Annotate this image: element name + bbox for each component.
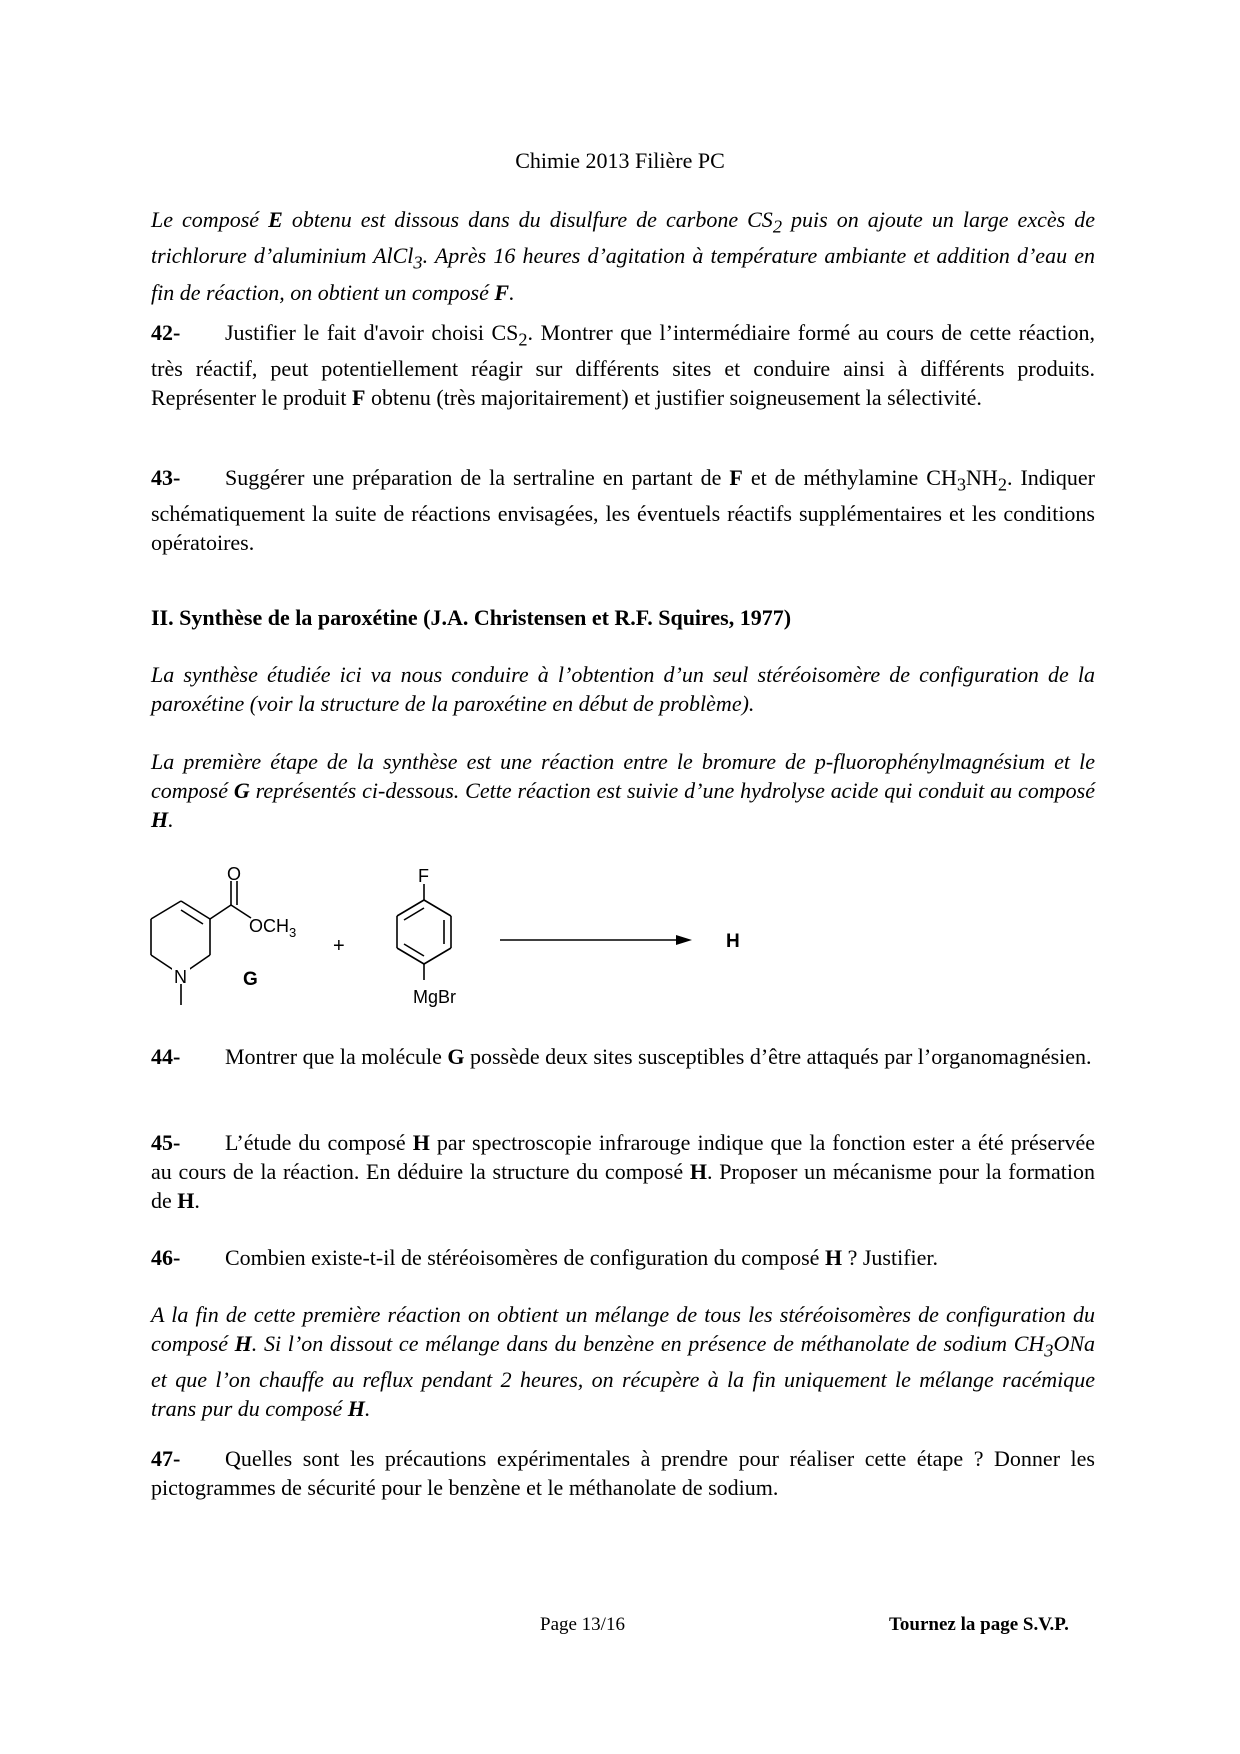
turn-page-note: Tournez la page S.V.P. [889,1614,1069,1635]
molecule-g [151,881,251,1005]
atom-label-n: N [174,967,187,987]
synthese-paragraph: La synthèse étudiée ici va nous conduire à l’obtention d’un seul stéréoisomère de configuration de la paroxétine (voir la structure de la paroxétine en début de problème). [151,662,1095,716]
intro-paragraph: Le composé E obtenu est dissous dans du disulfure de carbone $CS_2$ puis on ajoute un large excès de trichlorure d’aluminium AlCl$_3$. Après 16 heures d’agitation à température ambiante et addition d’eau en fin de réaction, on obtient un composé F. [151,207,1095,305]
compound-label-g: G [243,969,258,990]
page-header: Chimie 2013 Filière PC [515,148,725,173]
question-number: 46- [151,1245,181,1270]
page-number: Page 13/16 [540,1614,625,1635]
atom-label-o: O [227,864,242,884]
plus-sign: + [333,935,345,957]
molecule-grignard [397,884,451,980]
atom-label-och3: $OCH_3$ [249,916,297,940]
question-42: 42- Justifier le fait d'avoir choisi $CS_2$. Montrer que l’intermédiaire formé au cours de cette réaction, très réactif, peut potentiellement réagir sur différents sites et conduire ainsi à différents produits. Représenter le produit F obtenu (très majoritairement) et justifier soigneusement la sélectivité. [151,320,1095,411]
question-47: 47- Quelles sont les précautions expérimentales à prendre pour réaliser cette étape ? Donner les pictogrammes de sécurité pour le benzène et le méthanolate de sodium. [151,1446,1095,1500]
etape-paragraph: La première étape de la synthèse est une réaction entre le bromure de p-fluorophénylmagnésium et le composé G représentés ci-dessous. Cette réaction est suivie d’une hydrolyse acide qui conduit au composé H. [151,749,1096,832]
atom-label-f: F [418,866,429,886]
question-number: 44- [151,1044,181,1069]
question-number: 45- [151,1130,181,1155]
question-number: 43- [151,465,181,490]
question-43: 43- Suggérer une préparation de la sertraline en partant de F et de méthylamine $CH_3NH_2$. Indiquer schématiquement la suite de réactions envisagées, les éventuels réactifs supplémentaires et les conditions opératoires. [151,465,1096,556]
reaction-arrow [500,935,692,945]
question-44: 44- Montrer que la molécule G possède deux sites susceptibles d’être attaqués par l’organomagnésien. [151,1044,1092,1069]
section-title: II. Synthèse de la paroxétine (J.A. Christensen et R.F. Squires, 1977) [151,605,792,630]
question-45: 45- L’étude du composé H par spectroscopie infrarouge indique que la fonction ester a été préservée au cours de la réaction. En déduire la structure du composé H. Proposer un mécanisme pour la formation de H. [151,1130,1095,1213]
atom-label-mgbr: MgBr [413,987,457,1007]
fin-paragraph: A la fin de cette première réaction on obtient un mélange de tous les stéréoisomères de configuration du composé H. Si l’on dissout ce mélange dans du benzène en présence de méthanolate de sodium $CH_3ONa$ et que l’on chauffe au reflux pendant 2 heures, on récupère à la fin uniquement le mélange racémique trans pur du composé H. [151,1302,1095,1422]
product-label-h: H [726,931,740,952]
question-number: 42- [151,320,181,345]
question-46: 46- Combien existe-t-il de stéréoisomères de configuration du composé H ? Justifier. [151,1245,939,1270]
question-number: 47- [151,1446,181,1471]
